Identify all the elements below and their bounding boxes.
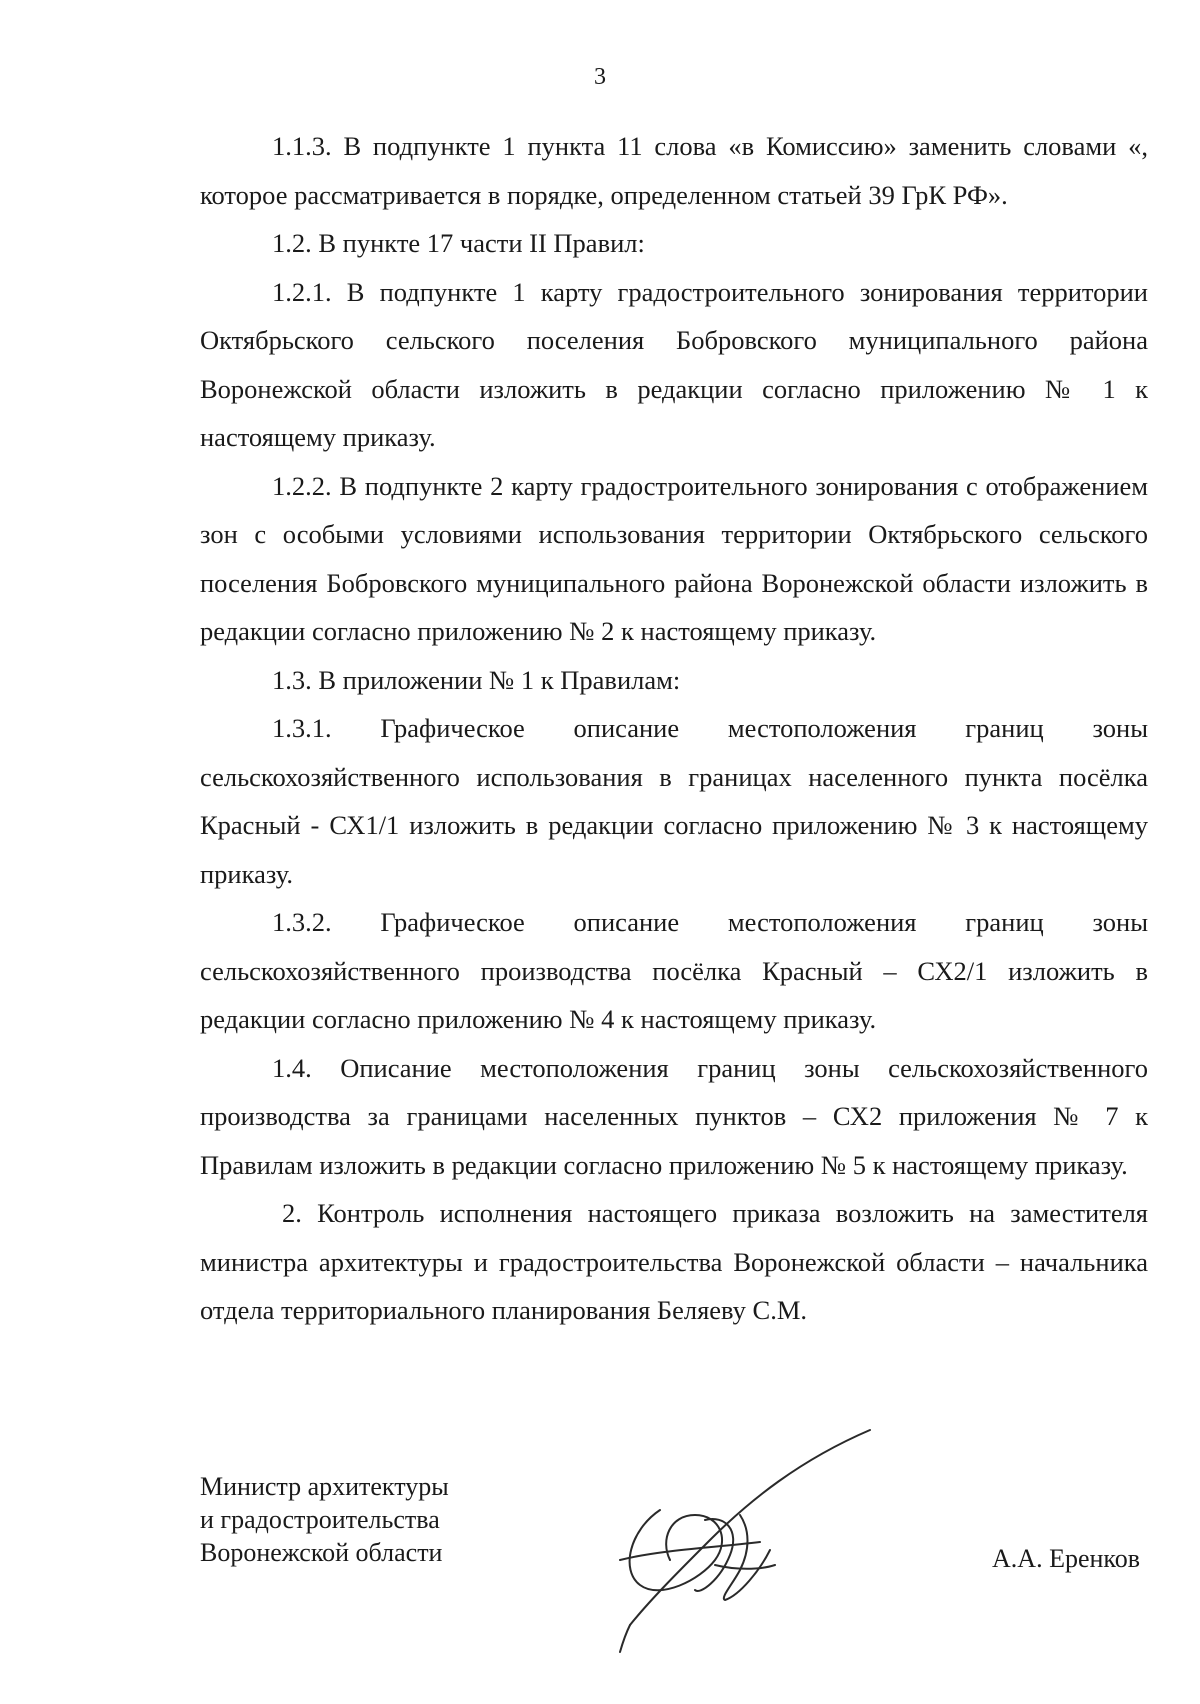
page-number: 3 (594, 64, 606, 90)
paragraph-1-4: 1.4. Описание местоположения границ зоны сельскохозяйственного производства за границами населенных пунктов – СХ2 приложения № 7 к Правилам изложить в редакции согласно приложению № 5 к настоящему приказу. (200, 1052, 1148, 1180)
paragraph-2: 2. Контроль исполнения настоящего приказа возложить на заместителя министра архитектуры и градостроительства Воронежской области – начальника отдела территориального планирования Беляеву С.М. (200, 1198, 1148, 1325)
paragraph-1-3: 1.3. В приложении № 1 к Правилам: (272, 664, 681, 695)
signatory-name: А.А. Еренков (992, 1544, 1140, 1573)
document-body (200, 122, 1148, 1335)
paragraph-1-3-1: 1.3.1. Графическое описание местоположения границ зоны сельскохозяйственного использования в границах населенного пункта посёлка Красный - СХ1/1 изложить в редакции согласно приложению № 3 к настоящему приказу. (200, 713, 1148, 889)
signatory-position-line-3: Воронежской области (200, 1538, 443, 1567)
paragraph-1-3-2: 1.3.2. Графическое описание местоположения границ зоны сельскохозяйственного производства посёлка Красный – СХ2/1 изложить в редакции согласно приложению № 4 к настоящему приказу. (200, 907, 1148, 1034)
signatory-position-line-2: и градостроительства (200, 1505, 440, 1534)
paragraph-1-2-1: 1.2.1. В подпункте 1 карту градостроительного зонирования территории Октябрьского сельского поселения Бобровского муниципального района Воронежской области изложить в редакции согласно приложению № 1 к настоящему приказу. (200, 276, 1148, 452)
paragraph-1-2: 1.2. В пункте 17 части II Правил: (272, 228, 645, 258)
signatory-position (200, 1470, 449, 1569)
handwritten-signature (600, 1420, 960, 1660)
signatory-position-line-1: Министр архитектуры (200, 1472, 449, 1501)
paragraph-1-1-3: 1.1.3. В подпункте 1 пункта 11 слова «в Комиссию» заменить словами «, которое рассматривается в порядке, определенном статьей 39 ГрК РФ». (200, 131, 1148, 210)
paragraph-1-2-2: 1.2.2. В подпункте 2 карту градостроительного зонирования с отображением зон с особыми условиями использования территории Октябрьского сельского поселения Бобровского муниципального района Воронежской области изложить в редакции согласно приложению № 2 к настоящему приказу. (200, 470, 1148, 646)
